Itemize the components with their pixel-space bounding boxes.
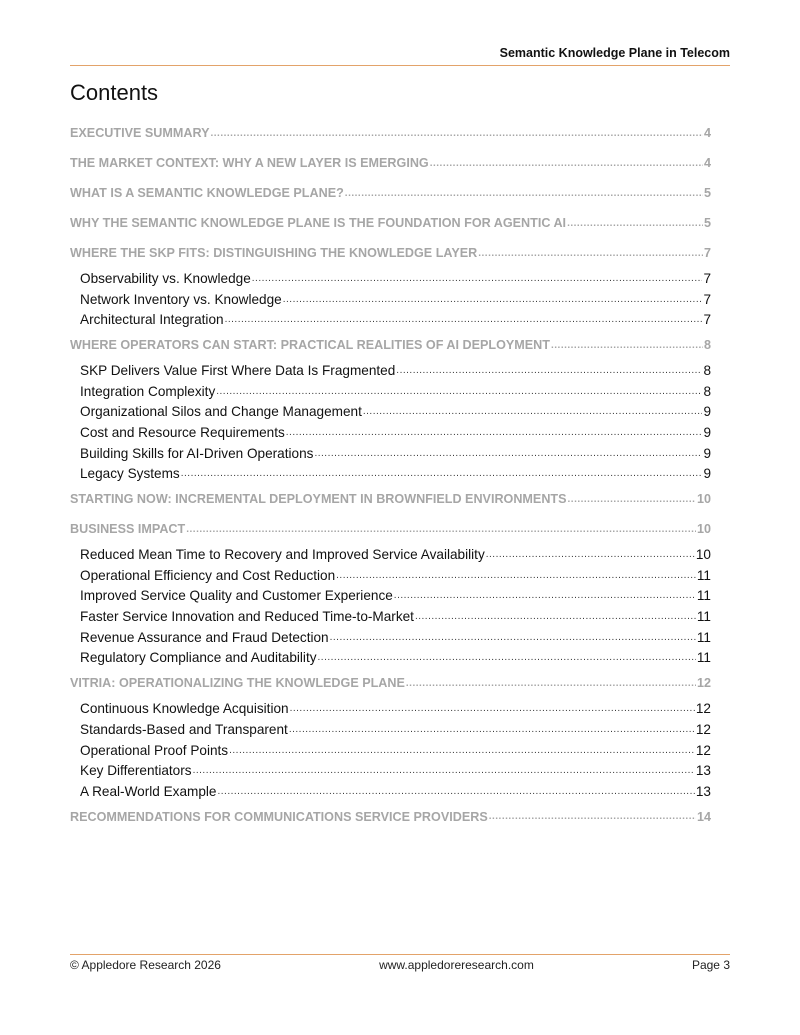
toc-subsection-entry[interactable] [70, 760, 711, 781]
toc-section-entry[interactable] [70, 148, 711, 178]
toc-entry-page-number: 12 [696, 676, 711, 691]
toc-entry-label: Regulatory Compliance and Auditability [80, 650, 317, 666]
toc-entry-label: Cost and Resource Requirements [80, 424, 285, 440]
toc-entry-label: A Real-World Example [80, 783, 217, 799]
toc-entry-page-number: 9 [703, 466, 711, 482]
toc-entry-page-number: 7 [703, 291, 711, 307]
toc-dot-leader [430, 158, 703, 169]
toc-dot-leader [225, 314, 703, 325]
toc-entry-page-number: 7 [703, 270, 711, 286]
toc-dot-leader [193, 765, 695, 776]
toc-subsection-entry[interactable] [70, 586, 711, 607]
toc-subsection-entry[interactable] [70, 740, 711, 761]
toc-dot-leader [210, 128, 703, 139]
toc-entry-label: STARTING NOW: INCREMENTAL DEPLOYMENT IN BROWNFIELD ENVIRONMENTS [70, 492, 567, 507]
toc-entry-label: Organizational Silos and Change Management [80, 404, 362, 420]
toc-entry-label: VITRIA: OPERATIONALIZING THE KNOWLEDGE PLANE [70, 676, 405, 691]
toc-dot-leader [181, 468, 703, 479]
toc-entry-label: Improved Service Quality and Customer Experience [80, 588, 393, 604]
toc-subsection-entry[interactable] [70, 443, 711, 464]
page-footer [70, 958, 730, 972]
toc-entry-page-number: 13 [695, 763, 711, 779]
toc-entry-label: WHAT IS A SEMANTIC KNOWLEDGE PLANE? [70, 186, 344, 200]
toc-entry-page-number: 11 [696, 609, 711, 625]
toc-entry-page-number: 8 [703, 338, 711, 353]
toc-entry-page-number: 12 [695, 721, 711, 737]
toc-subsection-entry[interactable] [70, 719, 711, 740]
toc-dot-leader [186, 524, 696, 535]
toc-dot-leader [486, 549, 695, 560]
toc-entry-label: Faster Service Innovation and Reduced Time-to-Market [80, 609, 414, 625]
toc-entry-label: THE MARKET CONTEXT: WHY A NEW LAYER IS EMERGING [70, 156, 429, 170]
toc-dot-leader [252, 273, 703, 284]
toc-section-entry[interactable] [70, 178, 711, 208]
toc-entry-page-number: 9 [703, 445, 711, 461]
toc-dot-leader [318, 652, 696, 663]
toc-dot-leader [568, 494, 696, 505]
toc-subsection-entry[interactable] [70, 544, 711, 565]
toc-entry-page-number: 11 [696, 588, 711, 604]
footer-page-number: Page 3 [691, 958, 730, 972]
toc-entry-page-number: 7 [703, 246, 711, 260]
toc-entry-label: Reduced Mean Time to Recovery and Improved Service Availability [80, 547, 485, 563]
toc-entry-page-number: 8 [703, 383, 711, 399]
toc-entry-page-number: 8 [703, 362, 711, 378]
toc-entry-page-number: 13 [695, 783, 711, 799]
toc-entry-label: Key Differentiators [80, 763, 192, 779]
toc-dot-leader [218, 786, 695, 797]
toc-entry-label: Standards-Based and Transparent [80, 721, 288, 737]
toc-entry-label: EXECUTIVE SUMMARY [70, 126, 210, 140]
toc-dot-leader [478, 248, 703, 259]
toc-subsection-entry[interactable] [70, 698, 711, 719]
toc-dot-leader [394, 590, 696, 601]
toc-section-entry[interactable] [70, 668, 711, 698]
footer-website[interactable]: www.appledoreresearch.com [379, 958, 534, 972]
toc-section-entry[interactable] [70, 330, 711, 360]
toc-dot-leader [229, 745, 695, 756]
toc-dot-leader [567, 218, 703, 229]
page-title: Contents [70, 80, 159, 105]
toc-dot-leader [289, 724, 695, 735]
toc-entry-page-number: 5 [703, 216, 711, 230]
toc-subsection-entry[interactable] [70, 309, 711, 330]
toc-subsection-entry[interactable] [70, 289, 711, 310]
toc-entry-label: Operational Efficiency and Cost Reduction [80, 567, 336, 583]
running-header: Semantic Knowledge Plane in Telecom [499, 46, 730, 60]
toc-subsection-entry[interactable] [70, 565, 711, 586]
toc-dot-leader [551, 340, 703, 351]
toc-entry-label: Architectural Integration [80, 312, 224, 328]
toc-dot-leader [330, 632, 696, 643]
toc-section-entry[interactable] [70, 484, 711, 514]
toc-subsection-entry[interactable] [70, 648, 711, 669]
toc-entry-page-number: 9 [703, 424, 711, 440]
toc-subsection-entry[interactable] [70, 268, 711, 289]
toc-entry-label: SKP Delivers Value First Where Data Is Fragmented [80, 362, 396, 378]
toc-dot-leader [345, 188, 703, 199]
footer-copyright: © Appledore Research 2026 [70, 958, 221, 972]
toc-entry-label: Building Skills for AI-Driven Operations [80, 445, 314, 461]
toc-entry-label: Network Inventory vs. Knowledge [80, 291, 282, 307]
toc-subsection-entry[interactable] [70, 606, 711, 627]
toc-entry-label: Integration Complexity [80, 383, 216, 399]
toc-dot-leader [283, 294, 703, 305]
toc-entry-label: RECOMMENDATIONS FOR COMMUNICATIONS SERVICE PROVIDERS [70, 809, 488, 824]
toc-entry-label: Continuous Knowledge Acquisition [80, 701, 289, 717]
toc-dot-leader [489, 811, 696, 822]
toc-entry-page-number: 12 [695, 742, 711, 758]
toc-section-entry[interactable] [70, 238, 711, 268]
toc-dot-leader [396, 365, 702, 376]
toc-dot-leader [290, 703, 695, 714]
toc-entry-label: BUSINESS IMPACT [70, 522, 186, 537]
toc-dot-leader [314, 448, 702, 459]
toc-entry-page-number: 5 [703, 186, 711, 200]
toc-entry-page-number: 10 [696, 492, 711, 507]
toc-section-entry[interactable] [70, 118, 711, 148]
header-divider [70, 65, 730, 66]
toc-entry-page-number: 10 [695, 547, 711, 563]
toc-entry-page-number: 12 [695, 701, 711, 717]
toc-subsection-entry[interactable] [70, 381, 711, 402]
toc-entry-page-number: 11 [696, 567, 711, 583]
toc-entry-label: WHERE THE SKP FITS: DISTINGUISHING THE KNOWLEDGE LAYER [70, 246, 478, 260]
toc-entry-label: Operational Proof Points [80, 742, 229, 758]
toc-entry-label: WHY THE SEMANTIC KNOWLEDGE PLANE IS THE FOUNDATION FOR AGENTIC AI [70, 216, 567, 230]
footer-divider [70, 954, 730, 955]
toc-subsection-entry[interactable] [70, 360, 711, 381]
toc-section-entry[interactable] [70, 514, 711, 544]
toc-entry-page-number: 7 [703, 312, 711, 328]
toc-entry-page-number: 14 [696, 809, 711, 824]
toc-entry-page-number: 4 [703, 156, 711, 170]
toc-section-entry[interactable] [70, 802, 711, 832]
toc-entry-page-number: 11 [696, 629, 711, 645]
toc-subsection-entry[interactable] [70, 627, 711, 648]
toc-section-entry[interactable] [70, 208, 711, 238]
toc-entry-label: Revenue Assurance and Fraud Detection [80, 629, 329, 645]
toc-dot-leader [336, 570, 696, 581]
toc-entry-label: WHERE OPERATORS CAN START: PRACTICAL REALITIES OF AI DEPLOYMENT [70, 338, 550, 353]
toc-subsection-entry[interactable] [70, 464, 711, 485]
toc-dot-leader [216, 386, 702, 397]
toc-subsection-entry[interactable] [70, 401, 711, 422]
toc-entry-page-number: 10 [696, 522, 711, 537]
toc-subsection-entry[interactable] [70, 781, 711, 802]
toc-entry-label: Observability vs. Knowledge [80, 270, 251, 286]
toc-entry-page-number: 11 [696, 650, 711, 666]
toc-subsection-entry[interactable] [70, 422, 711, 443]
toc-dot-leader [415, 611, 696, 622]
toc-dot-leader [286, 427, 703, 438]
toc-entry-label: Legacy Systems [80, 466, 180, 482]
toc-entry-page-number: 9 [703, 404, 711, 420]
toc-dot-leader [406, 678, 696, 689]
toc-dot-leader [363, 406, 703, 417]
table-of-contents [70, 118, 711, 832]
toc-entry-page-number: 4 [703, 126, 711, 140]
